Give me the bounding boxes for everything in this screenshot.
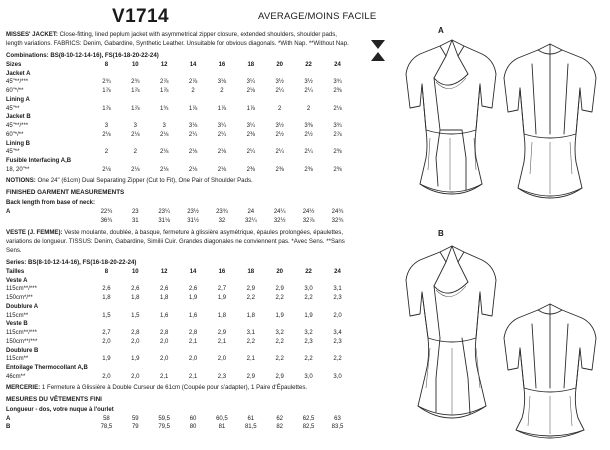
sizes-label: Sizes: [6, 61, 22, 68]
table-row: A 22¾ 23 23¼ 23½ 23¾ 24 24¼ 24½ 24¾: [6, 208, 344, 215]
finished-measurements-subtitle: Back length from base of neck:: [6, 200, 96, 207]
table-row: Fusible Interfacing A,B: [6, 158, 72, 165]
line-drawing-b-front: [396, 238, 508, 428]
finished-measurements-table: [6, 208, 352, 226]
table-row: Lining B: [6, 140, 30, 147]
series-line: [6, 259, 352, 268]
view-a-label: A: [438, 26, 444, 35]
size-header: 8: [104, 61, 109, 68]
tailles-label: Tailles: [6, 268, 25, 275]
table-row: 36¾ 31 31⅛ 31½ 32 32¼ 32½ 32⅞ 32¾: [100, 217, 344, 224]
table-row: 45"** 1⅞ 1⅞ 1¾ 1⅞ 1⅞ 1⅞ 2 2 2⅛: [6, 105, 342, 112]
french-description-label: VESTE (J. FEMME):: [6, 229, 63, 237]
difficulty-label: AVERAGE/MOINS FACILE: [258, 11, 377, 22]
notions-text: One 24" (61cm) Dual Separating Zipper (Cut to Fit), One Pair of Shoulder Pads.: [35, 176, 253, 184]
table-row: 115cm** 1,9 1,9 2,0 2,0 2,0 2,1 2,2 2,2 2,2: [6, 356, 342, 363]
table-row: 18, 20"** 2⅛ 2⅛ 2⅛ 2⅛ 2⅛ 2⅜ 2⅜ 2⅜ 2⅜: [6, 166, 342, 173]
size-header: 24: [334, 61, 341, 68]
size-header: 12: [160, 61, 168, 68]
table-row: Doublure A: [6, 303, 39, 310]
notions-block: [6, 177, 352, 186]
table-row: 150cm*/** 1,8 1,8 1,8 1,9 1,9 2,2 2,2 2,2 2,3: [6, 295, 342, 302]
table-row: Veste A: [6, 277, 28, 284]
french-description-block: [6, 229, 352, 255]
table-row: A 58 59 59,5 60 60,5 61 62 62,5 63: [6, 415, 341, 422]
mercerie-block: [6, 384, 352, 393]
mercerie-text: 1 Fermeture à Glissière à Double Curseur de 61cm (Coupée pour s'adapter), 1 Paire d'Épaulettes.: [40, 383, 308, 391]
size-header: 14: [189, 61, 197, 68]
table-row: 115cm**/*** 2,6 2,6 2,6 2,6 2,7 2,9 2,9 3,0 3,1: [6, 286, 342, 293]
table-row: Doublure B: [6, 347, 39, 354]
yardage-table-fr: [6, 268, 352, 382]
line-drawing-b-back: [496, 300, 606, 440]
combinations-label: Combinations:: [6, 52, 49, 60]
french-description-text: Veste moulante, doublée, à basque, fermeture à glissière asymétrique, épaules prolongées, épaulettes, variations de longueur. TISSUS: Denim, Gabardine, Similii Cuir. Grandes diagonales ne conviennent pas. *Avec Sens. **Sans Sens.: [6, 229, 345, 254]
size-header: 18: [247, 61, 255, 68]
size-header: 20: [276, 61, 284, 68]
table-row: 45"**/*** 2¾ 2¾ 2⅞ 2⅞ 3⅛ 3¼ 3½ 3½ 3¾: [6, 79, 342, 86]
table-row: 60"*/** 1⅞ 1⅞ 1⅞ 2 2 2⅛ 2¼ 2¼ 2⅜: [6, 88, 342, 95]
table-row: 46cm** 2,0 2,0 2,1 2,1 2,3 2,9 2,9 3,0 3,0: [6, 373, 342, 380]
text-column: [6, 31, 352, 432]
mercerie-label: MERCERIE:: [6, 383, 41, 391]
combinations-value: BS(8-10-12-14-16), FS(16-18-20-22-24): [50, 52, 159, 60]
table-row: 115cm** 1,5 1,5 1,6 1,6 1,8 1,8 1,9 1,9 2,0: [6, 312, 342, 319]
triangle-down-icon: [371, 40, 385, 49]
view-b-label: B: [438, 229, 444, 238]
combinations-line: [6, 52, 352, 61]
table-row: Entoilage Thermocollant A,B: [6, 365, 88, 372]
size-header: 10: [131, 61, 139, 68]
table-row: Jacket A: [6, 70, 31, 77]
series-label: Series:: [6, 259, 27, 267]
table-row: Veste B: [6, 321, 28, 328]
table-row: 45"** 2 2 2⅛ 2⅛ 2⅛ 2¼ 2¼ 2¼ 2⅜: [6, 149, 342, 156]
table-row: Tailles 8 10 12 14 16 18 20 22 24: [6, 268, 341, 275]
mesures-table: [6, 415, 352, 433]
finished-measurements-title: FINISHED GARMENT MEASUREMENTS: [6, 189, 125, 197]
mesures-subtitle: Longueur - dos, votre nuque à l'ourlet: [6, 407, 114, 414]
table-row: 45"**/*** 3 3 3 3⅛ 3¼ 3¼ 3½ 3⅜ 3¾: [6, 123, 342, 130]
series-value: BS(8-10-12-14-16), FS(16-18-20-22-24): [28, 259, 137, 267]
line-drawing-a-back: [498, 40, 606, 218]
triangle-up-icon: [371, 52, 385, 61]
nap-direction-symbols: [371, 40, 387, 64]
description-label: MISSES' JACKET:: [6, 31, 58, 38]
line-drawing-a-front: [396, 34, 508, 214]
table-row: 115cm**/*** 2,7 2,8 2,8 2,8 2,9 3,1 3,2 3,2 3,4: [6, 330, 342, 337]
notions-label: NOTIONS:: [6, 176, 36, 184]
description-block: [6, 31, 352, 48]
description-text: Close-fitting, lined peplum jacket with asymmetrical zipper closure, extended shoulders, shoulder pads, length variations. FABRICS: Denim, Gabardine, Synthetic Leather. Unsuitable for obvious diagonals. *With Nap. **Without Nap.: [6, 31, 349, 47]
mesures-title: MESURES DU VÊTEMENTS FINI: [6, 396, 102, 404]
table-row: 150cm**/*** 2,0 2,0 2,0 2,1 2,1 2,2 2,2 2,3 2,3: [6, 338, 342, 345]
size-header: 16: [218, 61, 226, 68]
table-row: B 78,5 79 79,5 80 81 81,5 82 82,5 83,5: [6, 424, 344, 431]
table-row: 60"*/** 2⅛ 2⅛ 2⅛ 2¼ 2¼ 2⅜ 2½ 2½ 2⅞: [6, 131, 342, 138]
size-header: 22: [305, 61, 312, 68]
page-title: V1714: [112, 6, 169, 27]
table-row: [6, 61, 352, 70]
table-row: Lining A: [6, 96, 30, 103]
yardage-table-en: [6, 61, 352, 175]
table-row: Jacket B: [6, 114, 31, 121]
